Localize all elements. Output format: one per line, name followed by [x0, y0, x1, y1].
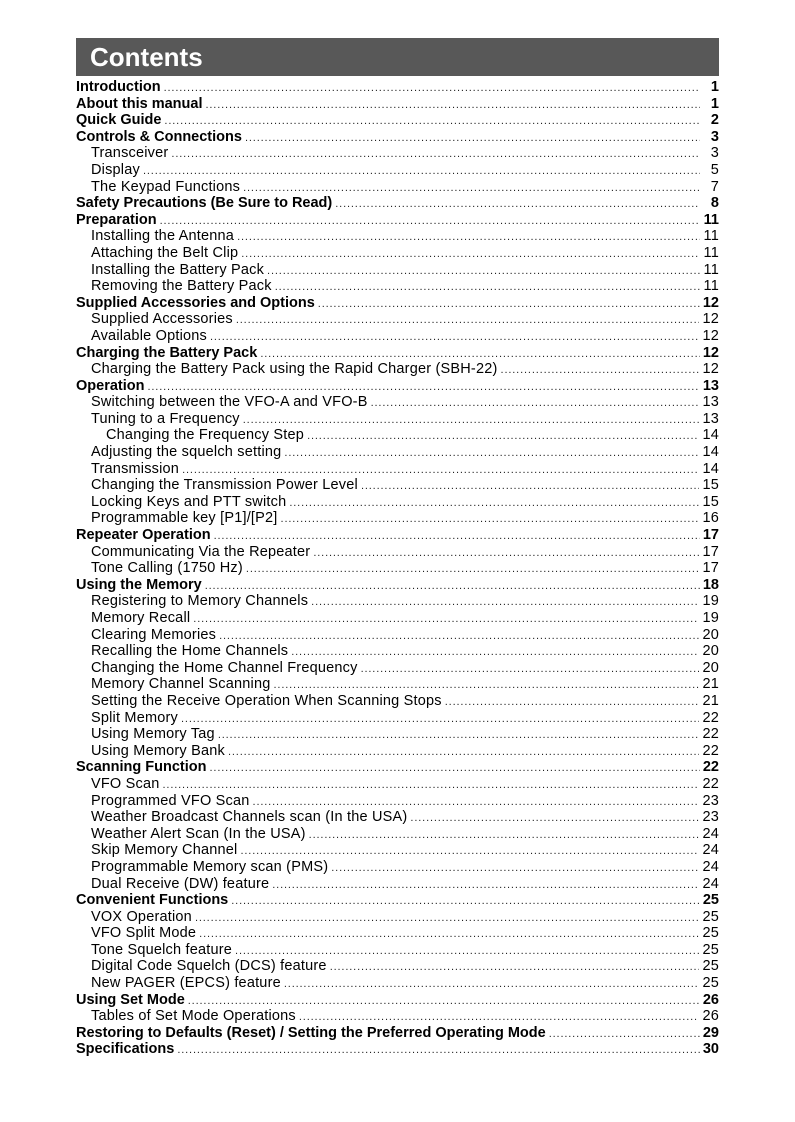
toc-subsection[interactable]: [76, 925, 719, 942]
toc-subsection[interactable]: [76, 477, 719, 494]
dot-leader: [231, 893, 700, 909]
toc-subsection[interactable]: [76, 710, 719, 727]
toc-entry-title: Convenient Functions: [76, 892, 229, 909]
dot-leader: [243, 412, 700, 428]
toc-section[interactable]: [76, 96, 719, 113]
toc-section[interactable]: [76, 527, 719, 544]
toc-subsection[interactable]: [76, 162, 719, 179]
dot-leader: [274, 677, 700, 693]
dot-leader: [164, 113, 700, 129]
toc-entry-title: Tuning to a Frequency: [91, 410, 240, 427]
toc-subsection[interactable]: [76, 726, 719, 743]
toc-subsection[interactable]: [76, 958, 719, 975]
toc-entry-page-number: 19: [702, 593, 719, 610]
toc-subsection[interactable]: [76, 743, 719, 760]
toc-entry-title: Digital Code Squelch (DCS) feature: [91, 958, 327, 975]
toc-entry-page-number: 18: [702, 576, 719, 593]
dot-leader: [330, 959, 700, 975]
toc-entry-page-number: 22: [702, 742, 719, 759]
dot-leader: [284, 976, 700, 992]
toc-subsection[interactable]: [76, 494, 719, 511]
toc-entry-title: VFO Split Mode: [91, 925, 197, 942]
toc-subsection[interactable]: [76, 809, 719, 826]
toc-entry-page-number: 5: [710, 161, 719, 178]
toc-entry-title: Switching between the VFO-A and VFO-B: [91, 394, 368, 411]
toc-entry-page-number: 7: [710, 178, 719, 195]
toc-entry-page-number: 24: [702, 842, 719, 859]
toc-entry-title: Weather Alert Scan (In the USA): [91, 825, 306, 842]
toc-entry-page-number: 2: [710, 112, 719, 129]
toc-subsection[interactable]: [76, 793, 719, 810]
dot-leader: [275, 279, 700, 295]
toc-entry-page-number: 13: [702, 394, 719, 411]
toc-entry-page-number: 13: [702, 377, 719, 394]
toc-section[interactable]: [76, 759, 719, 776]
toc-entry-title: Adjusting the squelch setting: [91, 444, 282, 461]
toc-entry-page-number: 22: [702, 775, 719, 792]
toc-entry-page-number: 22: [702, 709, 719, 726]
toc-entry-title: Changing the Transmission Power Level: [91, 477, 358, 494]
toc-section[interactable]: [76, 129, 719, 146]
toc-entry-title: Charging the Battery Pack: [76, 344, 258, 361]
dot-leader: [299, 1009, 700, 1025]
toc-subsection[interactable]: [76, 544, 719, 561]
toc-entry-page-number: 1: [710, 79, 719, 95]
dot-leader: [177, 1042, 700, 1058]
toc-entry-page-number: 12: [702, 294, 719, 311]
toc-entry-title: New PAGER (EPCS) feature: [91, 975, 281, 992]
toc-entry-title: Split Memory: [91, 709, 178, 726]
toc-section[interactable]: [76, 1025, 719, 1042]
toc-entry-page-number: 1: [710, 95, 719, 112]
dot-leader: [335, 196, 700, 212]
toc-subsection[interactable]: [76, 328, 719, 345]
toc-entry-title: Available Options: [91, 327, 207, 344]
toc-entry-title: Restoring to Defaults (Reset) / Setting the Preferred Operating Mode: [76, 1024, 546, 1041]
toc-entry-page-number: 20: [702, 626, 719, 643]
toc-entry-page-number: 8: [710, 195, 719, 212]
toc-entry-page-number: 3: [710, 128, 719, 145]
toc-entry-title: VFO Scan: [91, 775, 160, 792]
table-of-contents: [76, 79, 719, 1058]
toc-entry-title: VOX Operation: [91, 908, 192, 925]
toc-entry-title: Memory Recall: [91, 610, 191, 626]
toc-entry-title: Supplied Accessories and Options: [76, 294, 315, 311]
dot-leader: [253, 794, 700, 810]
dot-leader: [188, 993, 700, 1009]
toc-entry-title: Using Set Mode: [76, 991, 185, 1008]
toc-entry-title: Preparation: [76, 211, 157, 228]
toc-section[interactable]: [76, 1041, 719, 1058]
toc-entry-title: Communicating Via the Repeater: [91, 543, 311, 560]
toc-subsection[interactable]: [76, 627, 719, 644]
toc-subsection[interactable]: [76, 593, 719, 610]
dot-leader: [243, 180, 700, 196]
toc-entry-title: Recalling the Home Channels: [91, 643, 289, 660]
toc-entry-page-number: 26: [702, 1008, 719, 1025]
dot-leader: [193, 611, 699, 627]
dot-leader: [236, 312, 700, 328]
toc-entry-page-number: 25: [702, 892, 719, 909]
toc-subsection[interactable]: [76, 145, 719, 162]
toc-subsection[interactable]: [76, 776, 719, 793]
toc-entry-title: Clearing Memories: [91, 626, 217, 643]
toc-subsection[interactable]: [76, 228, 719, 245]
toc-entry-title: Using the Memory: [76, 576, 202, 593]
dot-leader: [245, 130, 700, 146]
toc-entry-page-number: 14: [702, 427, 719, 444]
toc-subsection[interactable]: [76, 444, 719, 461]
toc-entry-title: Safety Precautions (Be Sure to Read): [76, 195, 333, 212]
toc-entry-title: Weather Broadcast Channels scan (In the USA): [91, 809, 408, 826]
dot-leader: [171, 146, 700, 162]
toc-entry-page-number: 25: [702, 975, 719, 992]
toc-entry-title: Charging the Battery Pack using the Rapid Charger (SBH-22): [91, 361, 498, 378]
toc-entry-page-number: 3: [710, 145, 719, 162]
dot-leader: [410, 810, 699, 826]
toc-entry-title: Tone Calling (1750 Hz): [91, 560, 243, 577]
page-title: Contents: [90, 42, 203, 72]
toc-subsection[interactable]: [76, 975, 719, 992]
toc-entry-page-number: 17: [702, 543, 719, 560]
toc-entry-title: Introduction: [76, 79, 161, 95]
dot-leader: [246, 561, 700, 577]
toc-subsection[interactable]: [76, 278, 719, 295]
dot-leader: [235, 943, 699, 959]
dot-leader: [164, 80, 700, 96]
toc-entry-title: Tables of Set Mode Operations: [91, 1008, 296, 1025]
dot-leader: [307, 428, 699, 444]
toc-entry-title: Registering to Memory Channels: [91, 593, 309, 610]
toc-subsection[interactable]: [76, 676, 719, 693]
toc-entry-title: Display: [91, 161, 140, 178]
toc-entry-page-number: 21: [702, 676, 719, 693]
toc-section[interactable]: [76, 577, 719, 594]
toc-entry-page-number: 26: [702, 991, 719, 1008]
toc-entry-page-number: 12: [702, 311, 719, 328]
dot-leader: [289, 495, 699, 511]
toc-section[interactable]: [76, 992, 719, 1009]
toc-subsection[interactable]: [76, 560, 719, 577]
toc-subsection[interactable]: [76, 411, 719, 428]
toc-entry-page-number: 24: [702, 875, 719, 892]
dot-leader: [237, 229, 700, 245]
toc-entry-page-number: 15: [702, 493, 719, 510]
toc-section[interactable]: [76, 112, 719, 129]
dot-leader: [210, 760, 700, 776]
toc-entry-title: Scanning Function: [76, 759, 207, 776]
dot-leader: [361, 478, 700, 494]
toc-entry-title: Programmable key [P1]/[P2]: [91, 510, 278, 527]
toc-entry-title: Dual Receive (DW) feature: [91, 875, 270, 892]
contents-header-banner: [76, 38, 719, 76]
toc-subsection[interactable]: [76, 909, 719, 926]
dot-leader: [311, 594, 699, 610]
toc-entry-title: Programmed VFO Scan: [91, 792, 250, 809]
dot-leader: [160, 213, 700, 229]
toc-section[interactable]: [76, 295, 719, 312]
toc-entry-page-number: 22: [702, 759, 719, 776]
toc-entry-title: Attaching the Belt Clip: [91, 244, 239, 261]
toc-entry-page-number: 17: [702, 560, 719, 577]
dot-leader: [318, 296, 700, 312]
dot-leader: [228, 744, 700, 760]
toc-subsection[interactable]: [76, 693, 719, 710]
toc-subsection[interactable]: [76, 361, 719, 378]
toc-entry-title: Installing the Battery Pack: [91, 261, 265, 278]
dot-leader: [331, 860, 699, 876]
toc-entry-title: Using Memory Tag: [91, 726, 215, 743]
toc-entry-page-number: 24: [702, 858, 719, 875]
toc-subsection[interactable]: [76, 311, 719, 328]
toc-entry-title: Changing the Frequency Step: [106, 427, 305, 444]
toc-entry-page-number: 20: [702, 659, 719, 676]
dot-leader: [199, 926, 699, 942]
toc-entry-page-number: 14: [702, 444, 719, 461]
toc-entry-page-number: 25: [702, 958, 719, 975]
toc-subsection[interactable]: [76, 461, 719, 478]
dot-leader: [240, 843, 699, 859]
toc-subsection[interactable]: [76, 394, 719, 411]
toc-section[interactable]: [76, 892, 719, 909]
toc-entry-page-number: 11: [703, 211, 719, 228]
dot-leader: [181, 711, 699, 727]
dot-leader: [143, 163, 700, 179]
toc-section[interactable]: [76, 79, 719, 96]
toc-entry-page-number: 17: [702, 527, 719, 544]
toc-entry-title: Quick Guide: [76, 112, 162, 129]
toc-subsection[interactable]: [76, 245, 719, 262]
dot-leader: [260, 346, 700, 362]
toc-entry-page-number: 14: [702, 460, 719, 477]
toc-subsection[interactable]: [76, 510, 719, 527]
dot-leader: [241, 246, 700, 262]
toc-entry-title: Using Memory Bank: [91, 742, 225, 759]
toc-entry-page-number: 11: [703, 228, 719, 245]
toc-entry-title: Operation: [76, 377, 145, 394]
dot-leader: [309, 827, 700, 843]
toc-entry-title: Supplied Accessories: [91, 311, 233, 328]
dot-leader: [371, 395, 700, 411]
toc-section[interactable]: [76, 195, 719, 212]
toc-entry-title: Changing the Home Channel Frequency: [91, 659, 358, 676]
toc-entry-page-number: 20: [702, 643, 719, 660]
dot-leader: [147, 379, 699, 395]
toc-entry-page-number: 11: [703, 278, 719, 295]
toc-entry-page-number: 11: [703, 244, 719, 261]
toc-subsection[interactable]: [76, 826, 719, 843]
toc-entry-title: Installing the Antenna: [91, 228, 235, 245]
dot-leader: [205, 97, 700, 113]
toc-entry-page-number: 19: [702, 610, 719, 626]
toc-entry-page-number: 12: [702, 344, 719, 361]
dot-leader: [195, 910, 700, 926]
toc-subsection[interactable]: [76, 643, 719, 660]
toc-section[interactable]: [76, 345, 719, 362]
toc-entry-title: Locking Keys and PTT switch: [91, 493, 287, 510]
dot-leader: [210, 329, 699, 345]
toc-section[interactable]: [76, 212, 719, 229]
toc-subsection[interactable]: [76, 842, 719, 859]
toc-entry-page-number: 23: [702, 792, 719, 809]
toc-subsection[interactable]: [76, 610, 719, 627]
toc-subsection[interactable]: [76, 262, 719, 279]
toc-subsection[interactable]: [76, 660, 719, 677]
toc-section[interactable]: [76, 378, 719, 395]
dot-leader: [445, 694, 700, 710]
toc-entry-page-number: 16: [702, 510, 719, 527]
toc-entry-page-number: 29: [702, 1024, 719, 1041]
toc-entry-title: Controls & Connections: [76, 128, 242, 145]
toc-entry-page-number: 12: [702, 327, 719, 344]
toc-entry-title: Setting the Receive Operation When Scanning Stops: [91, 692, 442, 709]
toc-entry-page-number: 30: [702, 1041, 719, 1058]
toc-entry-page-number: 13: [702, 410, 719, 427]
toc-entry-title: Memory Channel Scanning: [91, 676, 271, 693]
toc-entry-title: Transmission: [91, 460, 180, 477]
dot-leader: [219, 628, 699, 644]
dot-leader: [218, 727, 700, 743]
dot-leader: [272, 877, 699, 893]
toc-entry-page-number: 22: [702, 726, 719, 743]
dot-leader: [501, 362, 700, 378]
toc-entry-page-number: 23: [702, 809, 719, 826]
toc-entry-title: About this manual: [76, 95, 203, 112]
toc-entry-title: The Keypad Functions: [91, 178, 241, 195]
dot-leader: [284, 445, 699, 461]
dot-leader: [313, 545, 699, 561]
toc-entry-page-number: 21: [702, 692, 719, 709]
dot-leader: [281, 511, 700, 527]
dot-leader: [361, 661, 700, 677]
toc-entry-page-number: 15: [702, 477, 719, 494]
toc-subsection[interactable]: [76, 179, 719, 196]
toc-entry-title: Removing the Battery Pack: [91, 278, 272, 295]
toc-subsection[interactable]: [76, 876, 719, 893]
toc-entry-page-number: 25: [702, 908, 719, 925]
dot-leader: [205, 578, 700, 594]
dot-leader: [267, 263, 700, 279]
toc-entry-page-number: 25: [702, 941, 719, 958]
dot-leader: [549, 1026, 700, 1042]
toc-entry-title: Programmable Memory scan (PMS): [91, 858, 329, 875]
toc-entry-page-number: 24: [702, 825, 719, 842]
toc-entry-title: Specifications: [76, 1041, 175, 1058]
dot-leader: [182, 462, 699, 478]
toc-entry-page-number: 12: [702, 361, 719, 378]
toc-entry-page-number: 11: [703, 261, 719, 278]
toc-subsection[interactable]: [76, 427, 719, 444]
toc-entry-title: Tone Squelch feature: [91, 941, 233, 958]
dot-leader: [214, 528, 700, 544]
toc-subsection[interactable]: [76, 942, 719, 959]
dot-leader: [291, 644, 699, 660]
toc-entry-title: Transceiver: [91, 145, 169, 162]
toc-entry-title: Skip Memory Channel: [91, 842, 238, 859]
toc-entry-page-number: 25: [702, 925, 719, 942]
toc-subsection[interactable]: [76, 1008, 719, 1025]
toc-subsection[interactable]: [76, 859, 719, 876]
dot-leader: [163, 777, 700, 793]
toc-entry-title: Repeater Operation: [76, 527, 211, 544]
